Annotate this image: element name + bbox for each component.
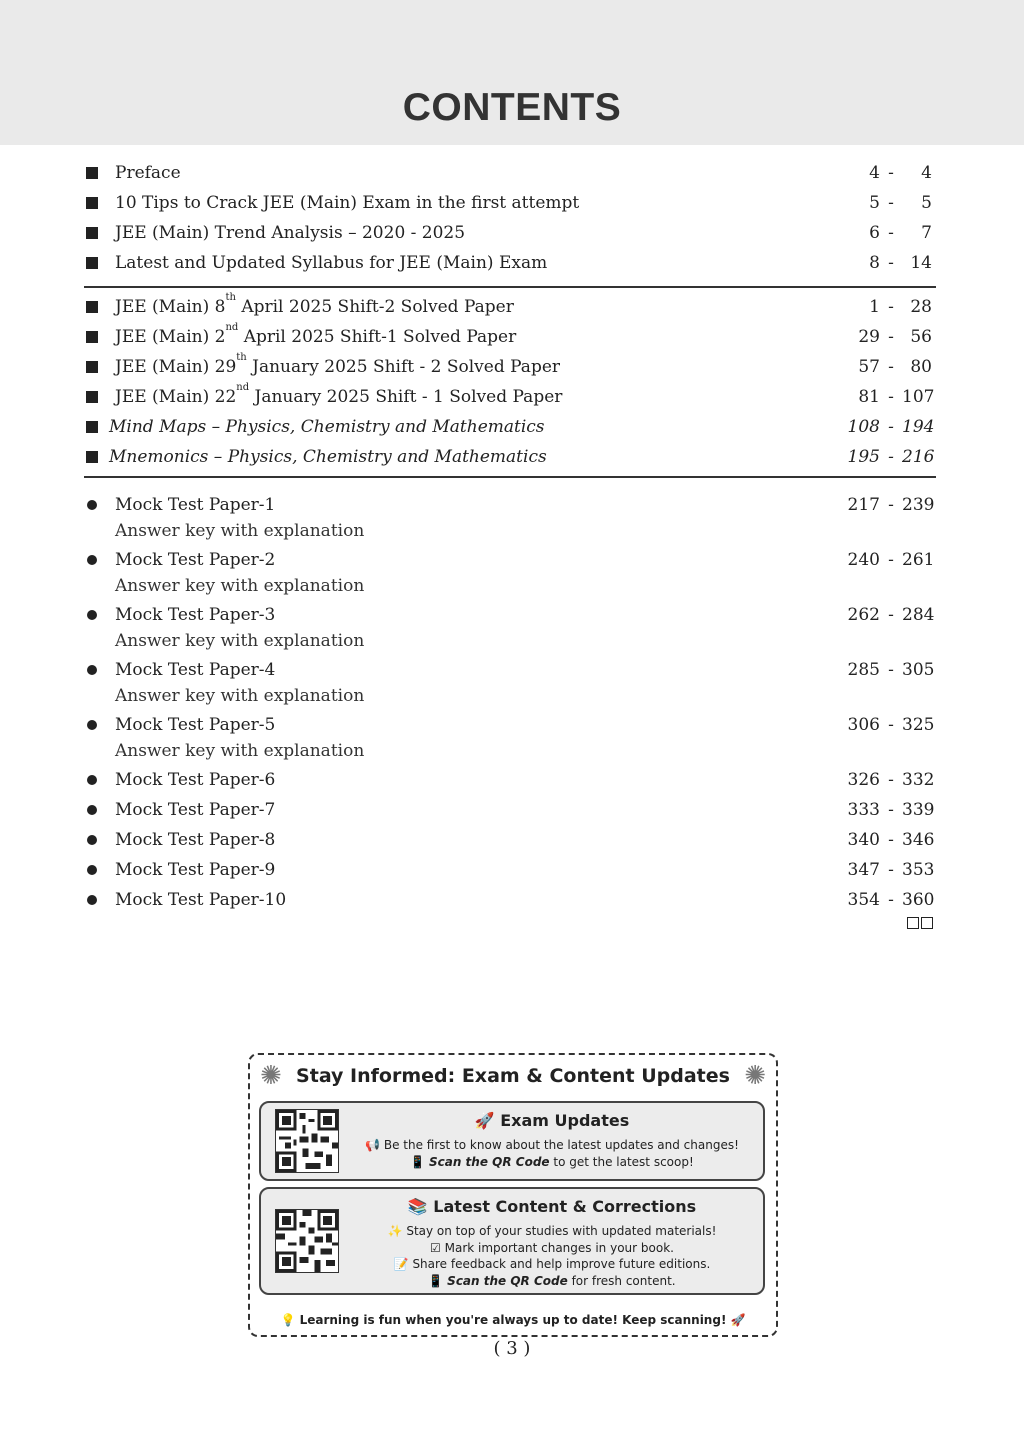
page-range: 1 - 28 (869, 297, 932, 317)
toc-entry[interactable] (84, 885, 936, 915)
square-bullet-icon (86, 331, 98, 343)
toc-entry[interactable] (84, 795, 936, 825)
round-bullet-icon (87, 665, 97, 675)
round-bullet-icon (87, 555, 97, 565)
toc-entry-label: Mock Test Paper-10 (115, 890, 287, 910)
toc-entry[interactable] (84, 655, 936, 685)
toc-entry[interactable] (84, 490, 936, 520)
checkbox-icon: ☑ (430, 1241, 445, 1255)
page-range: 285 - 305 (847, 660, 935, 680)
round-bullet-icon (87, 895, 97, 905)
toc-entry-label: Latest and Updated Syllabus for JEE (Main) Exam (115, 253, 548, 273)
round-bullet-icon (87, 865, 97, 875)
toc-entry-label: Mnemonics – Physics, Chemistry and Mathematics (109, 447, 547, 467)
square-bullet-icon (86, 421, 98, 433)
toc-section-solved-papers (84, 288, 936, 478)
round-bullet-icon (87, 835, 97, 845)
toc-entry-label: Mock Test Paper-3 (115, 605, 276, 625)
square-bullet-icon (86, 301, 98, 313)
round-bullet-icon (87, 500, 97, 510)
content-updates-line-2: ☑ Mark important changes in your book. (430, 1241, 674, 1255)
page-range: 81 - 107 (858, 387, 935, 407)
round-bullet-icon (87, 805, 97, 815)
end-marker-icon (907, 914, 935, 933)
info-box-footer: 💡 Learning is fun when you're always up to date! Keep scanning! 🚀 (280, 1313, 746, 1327)
toc-entry[interactable] (84, 855, 936, 885)
page-range: 29 - 56 (858, 327, 932, 347)
rocket-icon: 🚀 (726, 1313, 746, 1327)
toc-entry[interactable] (84, 765, 936, 795)
toc-entry[interactable] (84, 412, 936, 442)
content-updates-line-4: 📱 Scan the QR Code for fresh content. (428, 1274, 676, 1288)
page-title: CONTENTS (402, 86, 622, 129)
lightbulb-icon: 💡 (280, 1313, 300, 1327)
updates-info-box (248, 1053, 778, 1337)
toc-entry-label: Mock Test Paper-6 (115, 770, 276, 790)
page-range: 347 - 353 (847, 860, 935, 880)
toc-entry-label: Mock Test Paper-1 (115, 495, 276, 515)
toc-entry[interactable] (84, 158, 936, 188)
page-range: 217 - 239 (847, 495, 935, 515)
exam-updates-panel (259, 1101, 765, 1181)
toc-entry[interactable] (84, 188, 936, 218)
toc-entry-label: 10 Tips to Crack JEE (Main) Exam in the first attempt (115, 193, 580, 213)
toc-entry[interactable] (84, 322, 936, 352)
toc-entry[interactable] (84, 218, 936, 248)
books-icon: 📚 (407, 1197, 434, 1216)
square-bullet-icon (86, 361, 98, 373)
toc-subentry: Answer key with explanation (115, 631, 365, 651)
exam-updates-line-2: 📱 Scan the QR Code to get the latest scoop! (410, 1155, 694, 1169)
info-box-title: Stay Informed: Exam & Content Updates (296, 1065, 730, 1087)
round-bullet-icon (87, 610, 97, 620)
page-range: 6 - 7 (869, 223, 932, 243)
page-range: 57 - 80 (858, 357, 932, 377)
round-bullet-icon (87, 775, 97, 785)
square-bullet-icon (86, 391, 98, 403)
table-of-contents (84, 158, 936, 915)
rocket-icon: 🚀 (474, 1111, 501, 1130)
toc-subentry: Answer key with explanation (115, 741, 365, 761)
sparkles-icon: ✨ (387, 1224, 407, 1238)
content-updates-title: 📚 Latest Content & Corrections (407, 1197, 697, 1216)
toc-subentry: Answer key with explanation (115, 686, 365, 706)
toc-entry-label: Mock Test Paper-8 (115, 830, 276, 850)
page-range: 340 - 346 (847, 830, 935, 850)
qr-code-exam-updates[interactable] (275, 1109, 339, 1173)
qr-code-content-updates[interactable] (275, 1209, 339, 1273)
toc-entry[interactable] (84, 382, 936, 412)
toc-entry-label: Mock Test Paper-7 (115, 800, 276, 820)
page-range: 108 - 194 (847, 417, 935, 437)
toc-entry-label: JEE (Main) Trend Analysis – 2020 - 2025 (115, 223, 466, 243)
phone-icon: 📱 (410, 1155, 429, 1169)
content-updates-panel (259, 1187, 765, 1295)
toc-entry[interactable] (84, 248, 936, 278)
page-range: 5 - 5 (869, 193, 932, 213)
toc-entry[interactable] (84, 825, 936, 855)
party-popper-icon: ✺ (744, 1061, 766, 1091)
toc-entry[interactable] (84, 710, 936, 740)
round-bullet-icon (87, 720, 97, 730)
square-bullet-icon (86, 227, 98, 239)
square-bullet-icon (86, 197, 98, 209)
toc-entry-label: Preface (115, 163, 181, 183)
toc-subentry: Answer key with explanation (115, 576, 365, 596)
toc-entry-label: Mock Test Paper-5 (115, 715, 276, 735)
page-range: 326 - 332 (847, 770, 935, 790)
exam-updates-title: 🚀 Exam Updates (474, 1111, 630, 1130)
header-band (0, 0, 1024, 145)
exam-updates-line-1: 📢 Be the first to know about the latest updates and changes! (365, 1138, 739, 1152)
toc-entry[interactable] (84, 442, 936, 472)
page-range: 4 - 4 (869, 163, 932, 183)
toc-entry-label: Mock Test Paper-2 (115, 550, 276, 570)
toc-entry[interactable] (84, 545, 936, 575)
phone-icon: 📱 (428, 1274, 448, 1288)
page-range: 8 - 14 (869, 253, 932, 273)
memo-icon: 📝 (393, 1257, 413, 1271)
toc-entry-label: JEE (Main) 8th April 2025 Shift-2 Solved Paper (115, 292, 514, 317)
toc-entry[interactable] (84, 352, 936, 382)
toc-section-mock-tests (84, 478, 936, 915)
square-bullet-icon (86, 167, 98, 179)
page-range: 240 - 261 (847, 550, 935, 570)
toc-entry-label: Mind Maps – Physics, Chemistry and Mathematics (109, 417, 545, 437)
page-range: 195 - 216 (847, 447, 935, 467)
square-bullet-icon (86, 451, 98, 463)
page-range: 306 - 325 (847, 715, 935, 735)
page-range: 262 - 284 (847, 605, 935, 625)
toc-entry[interactable] (84, 600, 936, 630)
party-popper-icon: ✺ (260, 1061, 282, 1091)
page-range: 354 - 360 (847, 890, 935, 910)
toc-entry-label: JEE (Main) 29th January 2025 Shift - 2 Solved Paper (115, 352, 561, 377)
toc-entry-label: Mock Test Paper-9 (115, 860, 276, 880)
toc-subentry: Answer key with explanation (115, 521, 365, 541)
toc-section-front-matter (84, 158, 936, 288)
toc-entry-label: JEE (Main) 2nd April 2025 Shift-1 Solved Paper (115, 322, 517, 347)
page-range: 333 - 339 (847, 800, 935, 820)
toc-entry-label: JEE (Main) 22nd January 2025 Shift - 1 Solved Paper (115, 382, 563, 407)
square-bullet-icon (86, 257, 98, 269)
page-number: ( 3 ) (493, 1338, 531, 1359)
megaphone-icon: 📢 (365, 1138, 384, 1152)
toc-entry[interactable] (84, 292, 936, 322)
content-updates-line-1: ✨ Stay on top of your studies with updated materials! (387, 1224, 717, 1238)
toc-entry-label: Mock Test Paper-4 (115, 660, 276, 680)
content-updates-line-3: 📝 Share feedback and help improve future editions. (393, 1257, 711, 1271)
